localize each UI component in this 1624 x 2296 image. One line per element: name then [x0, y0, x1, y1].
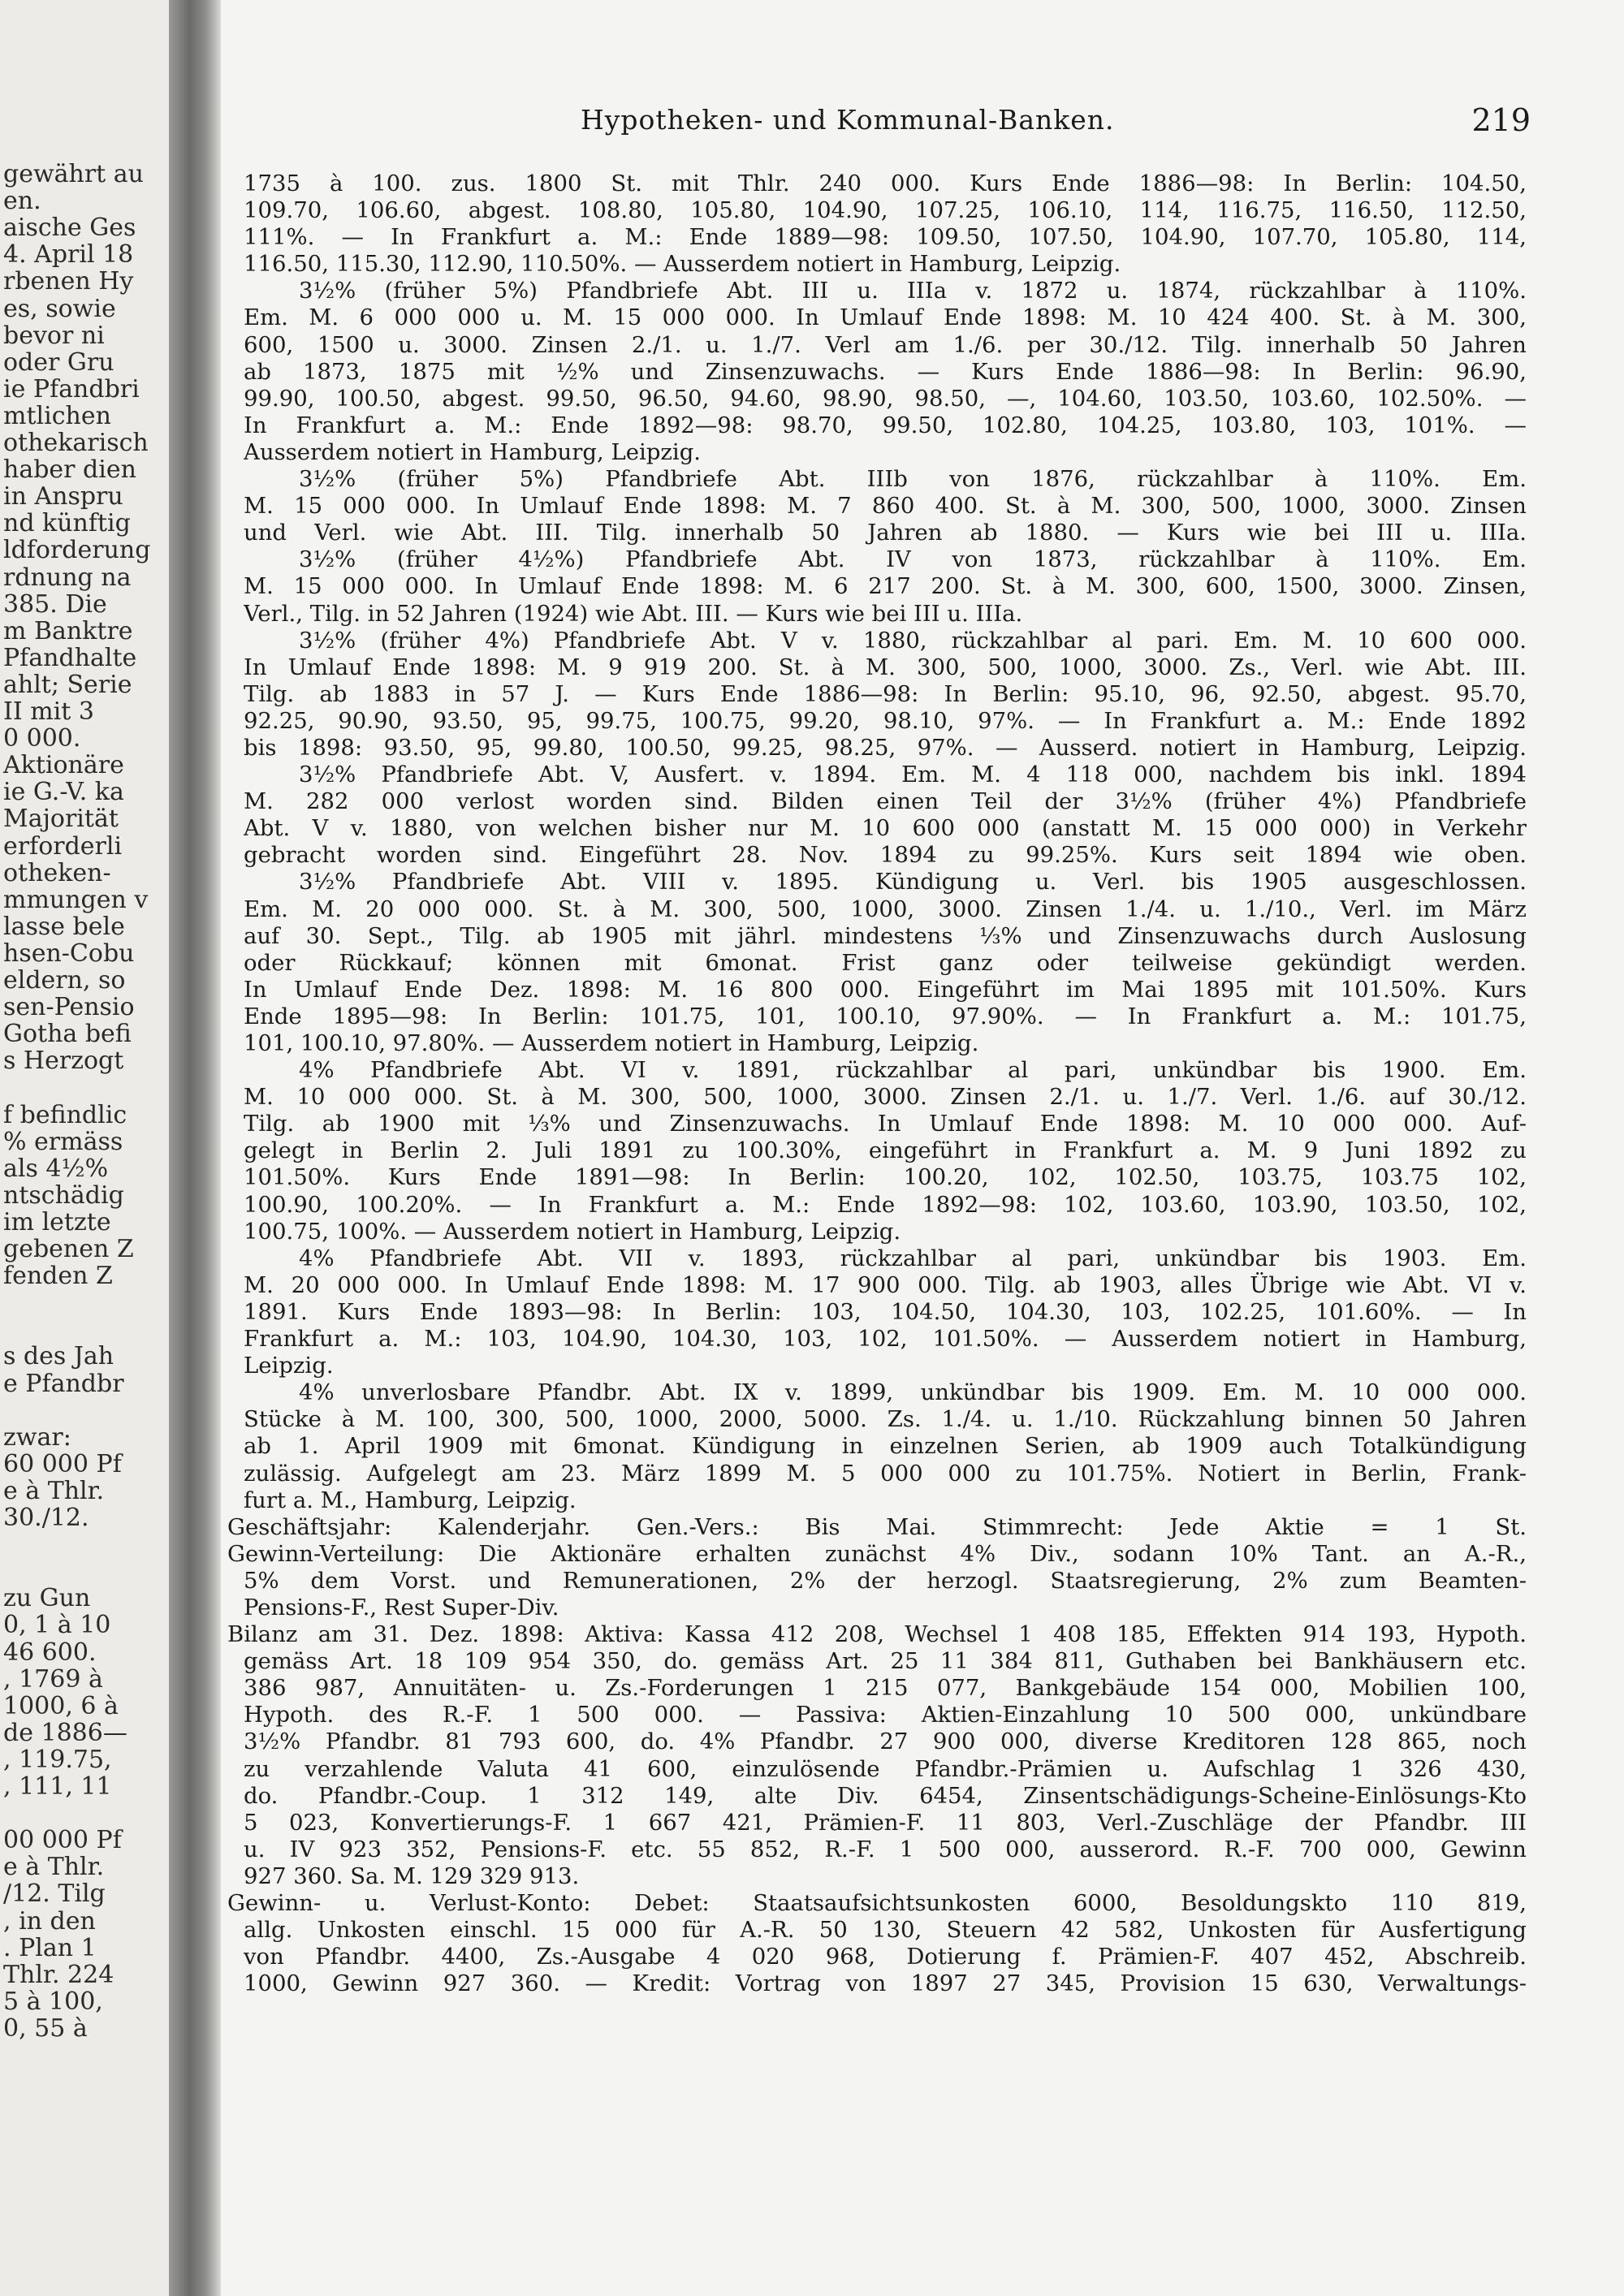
left-page-line: e à Thlr. [3, 1853, 105, 1882]
text-line: 4% Pfandbriefe Abt. VII v. 1893, rückzahlbar al pari, unkündbar bis 1903. Em. [299, 1245, 1527, 1271]
text-line: In Frankfurt a. M.: Ende 1892—98: 98.70, 99.50, 102.80, 104.25, 103.80, 103, 101%. — [244, 412, 1527, 438]
text-line: 927 360. Sa. M. 129 329 913. [244, 1862, 580, 1889]
text-line: Bilanz am 31. Dez. 1898: Aktiva: Kassa 412 208, Wechsel 1 408 185, Effekten 914 193, Hypoth. [227, 1621, 1527, 1648]
left-page-line: oder Gru [3, 347, 114, 377]
left-page-line: s des Jah [3, 1342, 114, 1371]
left-page-line: ldforderung [3, 536, 151, 565]
left-page-line: e Pfandbr [3, 1369, 124, 1398]
text-line: bis 1898: 93.50, 95, 99.80, 100.50, 99.25, 98.25, 97%. — Ausserd. notiert in Hamburg, Leipzig. [244, 734, 1527, 761]
text-line: 5 023, Konvertierungs-F. 1 667 421, Prämien-F. 11 803, Verl.-Zuschläge der Pfandbr. III [244, 1809, 1527, 1836]
text-line: 3½% Pfandbriefe Abt. V, Ausfert. v. 1894. Em. M. 4 118 000, nachdem bis inkl. 1894 [299, 762, 1527, 788]
text-line: M. 282 000 verlost worden sind. Bilden einen Teil der 3½% (früher 4%) Pfandbriefe [244, 788, 1527, 815]
left-page-line: bevor ni [3, 321, 105, 350]
text-line: 100.90, 100.20%. — In Frankfurt a. M.: Ende 1892—98: 102, 103.60, 103.90, 103.50, 102, [244, 1191, 1527, 1218]
left-page-line: ntschädig [3, 1180, 124, 1210]
left-page-line: hsen-Cobu [3, 939, 135, 968]
left-page-line: 46 600. [3, 1638, 97, 1667]
left-page-line: zwar: [3, 1422, 71, 1452]
text-line: Geschäftsjahr: Kalenderjahr. Gen.-Vers.: Bis Mai. Stimmrecht: Jede Aktie = 1 St. [227, 1513, 1527, 1540]
text-line: Tilg. ab 1900 mit ⅓% und Zinsenzuwachs. In Umlauf Ende 1898: M. 10 000 000. Auf- [244, 1111, 1527, 1137]
left-page-line: de 1886— [3, 1718, 127, 1747]
text-line: von Pfandbr. 4400, Zs.-Ausgabe 4 020 968, Dotierung f. Prämien-F. 407 452, Abschreib. [244, 1944, 1527, 1970]
text-line: Em. M. 6 000 000 u. M. 15 000 000. In Umlauf Ende 1898: M. 10 424 400. St. à M. 300, [244, 304, 1527, 331]
left-page-line: en. [3, 187, 41, 216]
text-line: 3½% (früher 4%) Pfandbriefe Abt. V v. 1880, rückzahlbar al pari. Em. M. 10 600 000. [299, 627, 1527, 654]
text-line: zulässig. Aufgelegt am 23. März 1899 M. 5 000 000 zu 101.75%. Notiert in Berlin, Frank- [244, 1460, 1527, 1487]
left-page-line: f befindlic [3, 1100, 127, 1129]
left-page-line: 0, 1 à 10 [3, 1611, 111, 1640]
text-line: 99.90, 100.50, abgest. 99.50, 96.50, 94.60, 98.90, 98.50, —, 104.60, 103.50, 103.60, 102.50%. — [244, 385, 1527, 412]
text-line: Frankfurt a. M.: 103, 104.90, 104.30, 103, 102, 101.50%. — Ausserdem notiert in Hamburg, [244, 1326, 1527, 1353]
text-line: 4% Pfandbriefe Abt. VI v. 1891, rückzahlbar al pari, unkündbar bis 1900. Em. [299, 1057, 1527, 1084]
left-page-line: mmungen v [3, 885, 149, 914]
text-line: 116.50, 115.30, 112.90, 110.50%. — Ausserdem notiert in Hamburg, Leipzig. [244, 251, 1121, 278]
left-page-line: erforderli [3, 831, 123, 861]
left-page-line: gewährt au [3, 160, 144, 188]
left-page-line: rbenen Hy [3, 267, 134, 296]
left-page-line: 30./12. [3, 1504, 89, 1532]
left-page-line: , 119.75, [3, 1745, 112, 1774]
body-text [227, 170, 1527, 1997]
left-page-line: 0, 55 à [3, 2013, 88, 2043]
text-line: M. 15 000 000. In Umlauf Ende 1898: M. 6 217 200. St. à M. 300, 600, 1500, 3000. Zinsen, [244, 573, 1527, 600]
text-line: 5% dem Vorst. und Remunerationen, 2% der herzogl. Staatsregierung, 2% zum Beamten- [244, 1567, 1527, 1594]
text-line: Gewinn-Verteilung: Die Aktionäre erhalten zunächst 4% Div., sodann 10% Tant. an A.-R., [227, 1540, 1527, 1567]
text-line: In Umlauf Ende 1898: M. 9 919 200. St. à M. 300, 500, 1000, 3000. Zs., Verl. wie Abt. III. [244, 654, 1527, 680]
left-page-line: es, sowie [3, 294, 116, 323]
left-page-line: /12. Tilg [3, 1880, 106, 1909]
text-line: do. Pfandbr.-Coup. 1 312 149, alte Div. 6454, Zinsentschädigungs-Scheine-Einlösungs-Kto [244, 1782, 1527, 1809]
running-header [361, 104, 1531, 153]
text-line: oder Rückkauf; können mit 6monat. Frist ganz oder teilweise gekündigt werden. [244, 949, 1527, 976]
text-line: Pensions-F., Rest Super-Div. [244, 1594, 559, 1621]
text-line: Verl., Tilg. in 52 Jahren (1924) wie Abt. III. — Kurs wie bei III u. IIIa. [244, 600, 1023, 627]
text-line: 109.70, 106.60, abgest. 108.80, 105.80, 104.90, 107.25, 106.10, 114, 116.75, 116.50, 112.50, [244, 197, 1527, 224]
text-line: gebracht worden sind. Eingeführt 28. Nov. 1894 zu 99.25%. Kurs seit 1894 wie oben. [244, 842, 1527, 869]
text-line: 1891. Kurs Ende 1893—98: In Berlin: 103, 104.50, 104.30, 103, 102.25, 101.60%. — In [244, 1298, 1527, 1325]
text-line: 3½% Pfandbriefe Abt. VIII v. 1895. Kündigung u. Verl. bis 1905 ausgeschlossen. [299, 869, 1527, 896]
text-line: 111%. — In Frankfurt a. M.: Ende 1889—98: 109.50, 107.50, 104.90, 107.70, 105.80, 114, [244, 224, 1527, 251]
left-page-line: 0 000. [3, 724, 81, 753]
text-line: 101, 100.10, 97.80%. — Ausserdem notiert in Hamburg, Leipzig. [244, 1030, 979, 1056]
left-page-line: II mit 3 [3, 697, 94, 726]
left-page-line: mtlichen [3, 401, 111, 430]
left-page-line: , 1769 à [3, 1664, 103, 1694]
left-page-line: m Banktre [3, 616, 133, 645]
left-page-line: , 111, 11 [3, 1772, 112, 1801]
left-page-line: Majorität [3, 805, 119, 834]
left-page-line: haber dien [3, 455, 136, 485]
left-page-line: in Anspru [3, 482, 123, 511]
left-page-line: e à Thlr. [3, 1476, 105, 1505]
text-line: Abt. V v. 1880, von welchen bisher nur M. 10 600 000 (anstatt M. 15 000 000) in Verkehr [244, 815, 1527, 842]
left-page-line: als 4½% [3, 1154, 109, 1183]
text-line: 4% unverlosbare Pfandbr. Abt. IX v. 1899, unkündbar bis 1909. Em. M. 10 000 000. [299, 1379, 1527, 1406]
left-page-line: Thlr. 224 [3, 1960, 114, 1989]
text-line: Ausserdem notiert in Hamburg, Leipzig. [244, 438, 702, 465]
text-line: 386 987, Annuitäten- u. Zs.-Forderungen 1 215 077, Bankgebäude 154 000, Mobilien 100, [244, 1675, 1527, 1702]
text-line: 3½% (früher 5%) Pfandbriefe Abt. III u. IIIa v. 1872 u. 1874, rückzahlbar à 110%. [299, 278, 1527, 304]
left-page-line: im letzte [3, 1207, 111, 1236]
left-page-line: Aktionäre [3, 751, 124, 780]
left-page-line: aische Ges [3, 214, 136, 243]
left-page-line: . Plan 1 [3, 1933, 97, 1962]
text-line: 3½% Pfandbr. 81 793 600, do. 4% Pfandbr. 27 900 000, diverse Kreditoren 128 865, noch [244, 1728, 1527, 1755]
left-page-line: s Herzogt [3, 1047, 124, 1076]
text-line: 1000, Gewinn 927 360. — Kredit: Vortrag von 1897 27 345, Provision 15 630, Verwaltungs- [244, 1970, 1527, 1997]
text-line: gemäss Art. 18 109 954 350, do. gemäss Art. 25 11 384 811, Guthaben bei Bankhäusern etc. [244, 1648, 1527, 1675]
text-line: 92.25, 90.90, 93.50, 95, 99.75, 100.75, 99.20, 98.10, 97%. — In Frankfurt a. M.: Ende 1892 [244, 707, 1527, 734]
text-line: 100.75, 100%. — Ausserdem notiert in Hamburg, Leipzig. [244, 1218, 901, 1245]
text-line: Em. M. 20 000 000. St. à M. 300, 500, 1000, 3000. Zinsen 1./4. u. 1./10., Verl. im März [244, 896, 1527, 922]
left-page-line: 00 000 Pf [3, 1826, 122, 1855]
text-line: ab 1873, 1875 mit ½% und Zinsenzuwachs. — Kurs Ende 1886—98: In Berlin: 96.90, [244, 358, 1527, 385]
text-line: furt a. M., Hamburg, Leipzig. [244, 1487, 577, 1513]
book-gutter [169, 0, 221, 2296]
left-page-line: 5 à 100, [3, 1987, 103, 2016]
text-line: und Verl. wie Abt. III. Tilg. innerhalb 50 Jahren ab 1880. — Kurs wie bei III u. IIIa. [244, 520, 1527, 546]
text-line: Ende 1895—98: In Berlin: 101.75, 101, 100.10, 97.90%. — In Frankfurt a. M.: 101.75, [244, 1003, 1527, 1029]
text-line: ab 1. April 1909 mit 6monat. Kündigung in einzelnen Serien, ab 1909 auch Totalkündigung [244, 1433, 1527, 1460]
left-page-line: 1000, 6 à [3, 1691, 119, 1720]
left-page-line: Pfandhalte [3, 643, 137, 672]
left-page-line: ahlt; Serie [3, 670, 132, 699]
left-page-line: otheken- [3, 858, 111, 887]
text-line: gelegt in Berlin 2. Juli 1891 zu 100.30%, eingeführt in Frankfurt a. M. 9 Juni 1892 zu [244, 1137, 1527, 1164]
left-page-line: fenden Z [3, 1262, 113, 1291]
left-page-fragment [0, 0, 169, 2296]
left-page-line: 385. Die [3, 589, 107, 619]
left-page-line: Gotha befi [3, 1020, 132, 1049]
text-line: 600, 1500 u. 3000. Zinsen 2./1. u. 1./7. Verl am 1./6. per 30./12. Tilg. innerhalb 50 Jahren [244, 331, 1527, 358]
left-page-line: ie G.-V. ka [3, 778, 124, 807]
left-page-line: othekarisch [3, 429, 149, 457]
text-line: 101.50%. Kurs Ende 1891—98: In Berlin: 100.20, 102, 102.50, 103.75, 103.75 102, [244, 1164, 1527, 1191]
running-header-title: Hypotheken- und Kommunal-Banken. [581, 104, 1115, 136]
left-page-line: zu Gun [3, 1584, 91, 1613]
text-line: Gewinn- u. Verlust-Konto: Debet: Staatsaufsichtsunkosten 6000, Besoldungskto 110 819, [227, 1890, 1527, 1916]
left-page-line: , in den [3, 1906, 96, 1936]
left-page-line: nd künftig [3, 509, 131, 538]
text-line: allg. Unkosten einschl. 15 000 für A.-R. 50 130, Steuern 42 582, Unkosten für Ausfertigung [244, 1917, 1527, 1944]
left-page-line: 60 000 Pf [3, 1449, 122, 1478]
left-page-line: ie Pfandbri [3, 374, 140, 404]
left-page-line: gebenen Z [3, 1235, 134, 1263]
text-line: u. IV 923 352, Pensions-F. etc. 55 852, R.-F. 1 500 000, ausserord. R.-F. 700 000, Gewinn [244, 1836, 1527, 1862]
left-page-line: sen-Pensio [3, 993, 135, 1022]
text-line: 1735 à 100. zus. 1800 St. mit Thlr. 240 000. Kurs Ende 1886—98: In Berlin: 104.50, [244, 170, 1527, 196]
left-page-line: rdnung na [3, 563, 132, 592]
left-page-line: 4. April 18 [3, 240, 134, 270]
left-page-line: % ermäss [3, 1127, 123, 1156]
text-line: Tilg. ab 1883 in 57 J. — Kurs Ende 1886—98: In Berlin: 95.10, 96, 92.50, abgest. 95.70, [244, 680, 1527, 707]
text-line: 3½% (früher 4½%) Pfandbriefe Abt. IV von 1873, rückzahlbar à 110%. Em. [299, 546, 1527, 573]
text-line: zu verzahlende Valuta 41 600, einzulösende Pfandbr.-Prämien u. Aufschlag 1 326 430, [244, 1755, 1527, 1782]
text-line: Leipzig. [244, 1353, 334, 1379]
text-line: M. 20 000 000. In Umlauf Ende 1898: M. 17 900 000. Tilg. ab 1903, alles Übrige wie Abt. VI v. [244, 1271, 1527, 1298]
text-line: auf 30. Sept., Tilg. ab 1905 mit jährl. mindestens ⅓% und Zinsenzuwachs durch Auslosung [244, 922, 1527, 949]
text-line: Hypoth. des R.-F. 1 500 000. — Passiva: Aktien-Einzahlung 10 500 000, unkündbare [244, 1702, 1527, 1728]
left-page-line: eldern, so [3, 966, 126, 995]
text-line: M. 15 000 000. In Umlauf Ende 1898: M. 7 860 400. St. à M. 300, 500, 1000, 3000. Zinsen [244, 493, 1527, 520]
text-line: M. 10 000 000. St. à M. 300, 500, 1000, 3000. Zinsen 2./1. u. 1./7. Verl. 1./6. auf 30./12. [244, 1084, 1527, 1111]
text-line: Stücke à M. 100, 300, 500, 1000, 2000, 5000. Zs. 1./4. u. 1./10. Rückzahlung binnen 50 Jahren [244, 1406, 1527, 1433]
left-page-line: lasse bele [3, 912, 125, 941]
text-line: 3½% (früher 5%) Pfandbriefe Abt. IIIb von 1876, rückzahlbar à 110%. Em. [299, 466, 1527, 493]
text-line: In Umlauf Ende Dez. 1898: M. 16 800 000. Eingeführt im Mai 1895 mit 101.50%. Kurs [244, 976, 1527, 1003]
page-number: 219 [1471, 102, 1531, 138]
